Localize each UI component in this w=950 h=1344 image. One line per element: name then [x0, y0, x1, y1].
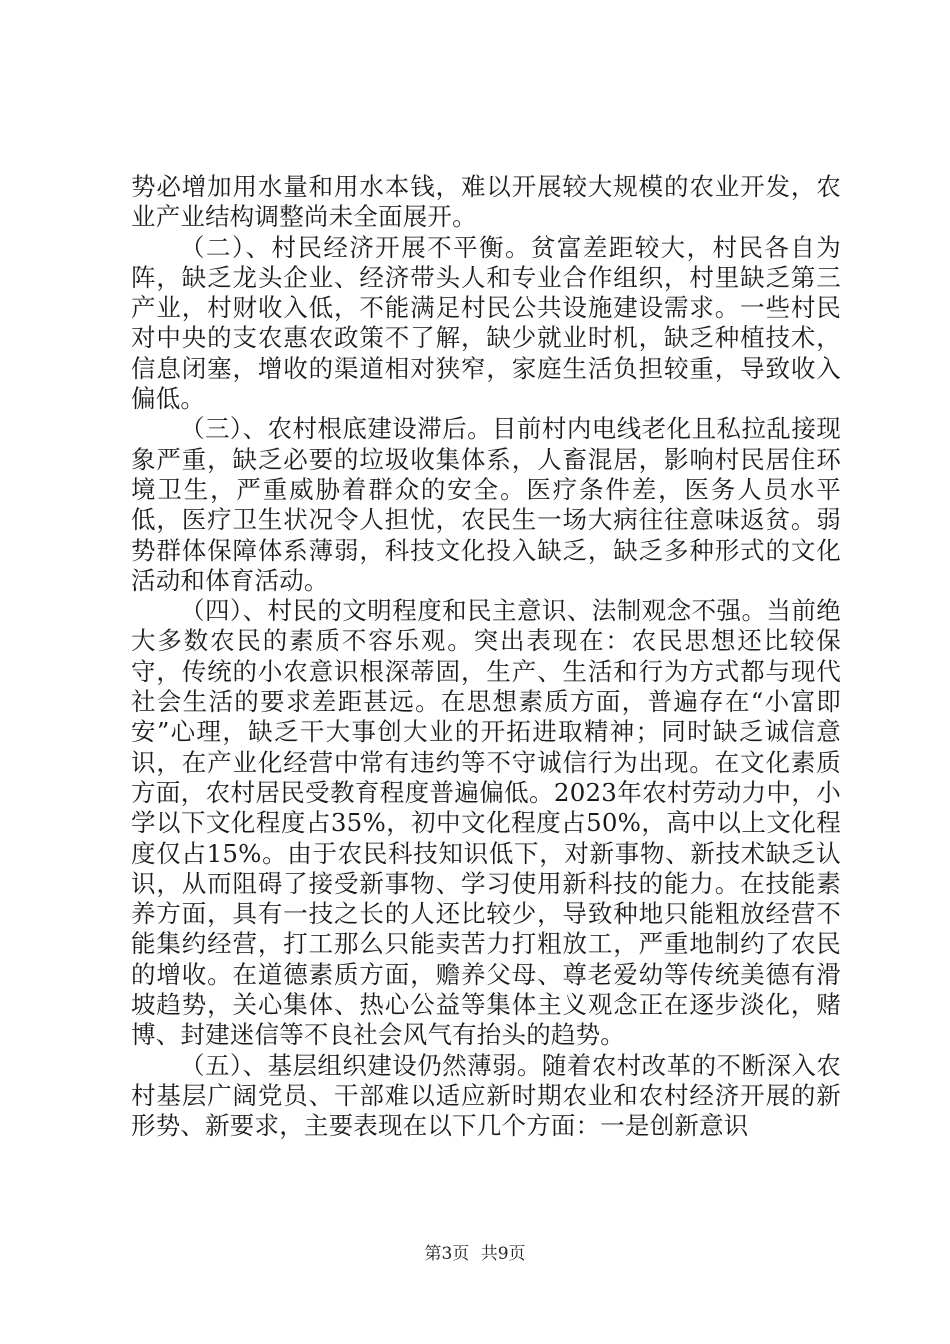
document-body	[131, 172, 841, 1142]
paragraph-grassroots-organization: （五）、基层组织建设仍然薄弱。随着农村改革的不断深入农村基层广阔党员、干部难以适应新时期农业和农村经济开展的新形势、新要求，主要表现在以下几个方面：一是创新意识	[131, 1050, 841, 1141]
paragraph-water-cost: 势必增加用水量和用水本钱，难以开展较大规模的农业开发，农业产业结构调整尚未全面展开。	[131, 172, 841, 232]
page-number-total: 共9页	[480, 1244, 526, 1264]
page-footer	[0, 1243, 950, 1265]
paragraph-civilization-awareness: （四）、村民的文明程度和民主意识、法制观念不强。当前绝大多数农民的素质不容乐观。突出表现在：农民思想还比较保守，传统的小农意识根深蒂固，生产、生活和行为方式都与现代社会生活的要求差距甚远。在思想素质方面，普遍存在“小富即安”心理，缺乏干大事创大业的开拓进取精神；同时缺乏诚信意识，在产业化经营中常有违约等不守诚信行为出现。在文化素质方面，农村居民受教育程度普遍偏低。2023年农村劳动力中，小学以下文化程度占35%，初中文化程度占50%，高中以上文化程度仅占15%。由于农民科技知识低下，对新事物、新技术缺乏认识，从而阻碍了接受新事物、学习使用新科技的能力。在技能素养方面，具有一技之长的人还比较少，导致种地只能粗放经营不能集约经营，打工那么只能卖苦力打粗放工，严重地制约了农民的增收。在道德素质方面，赡养父母、尊老爱幼等传统美德有滑坡趋势，关心集体、热心公益等集体主义观念正在逐步淡化，赌博、封建迷信等不良社会风气有抬头的趋势。	[131, 596, 841, 1050]
paragraph-infrastructure: （三）、农村根底建设滞后。目前村内电线老化且私拉乱接现象严重，缺乏必要的垃圾收集体系，人畜混居，影响村民居住环境卫生，严重威胁着群众的安全。医疗条件差，医务人员水平低，医疗卫生状况令人担忧，农民生一场大病往往意味返贫。弱势群体保障体系薄弱，科技文化投入缺乏，缺乏多种形式的文化活动和体育活动。	[131, 414, 841, 595]
paragraph-economic-imbalance: （二）、村民经济开展不平衡。贫富差距较大，村民各自为阵，缺乏龙头企业、经济带头人和专业合作组织，村里缺乏第三产业，村财收入低，不能满足村民公共设施建设需求。一些村民对中央的支农惠农政策不了解，缺少就业时机，缺乏种植技术，信息闭塞，增收的渠道相对狭窄，家庭生活负担较重，导致收入偏低。	[131, 232, 841, 414]
page-number-current: 第3页	[424, 1244, 470, 1264]
